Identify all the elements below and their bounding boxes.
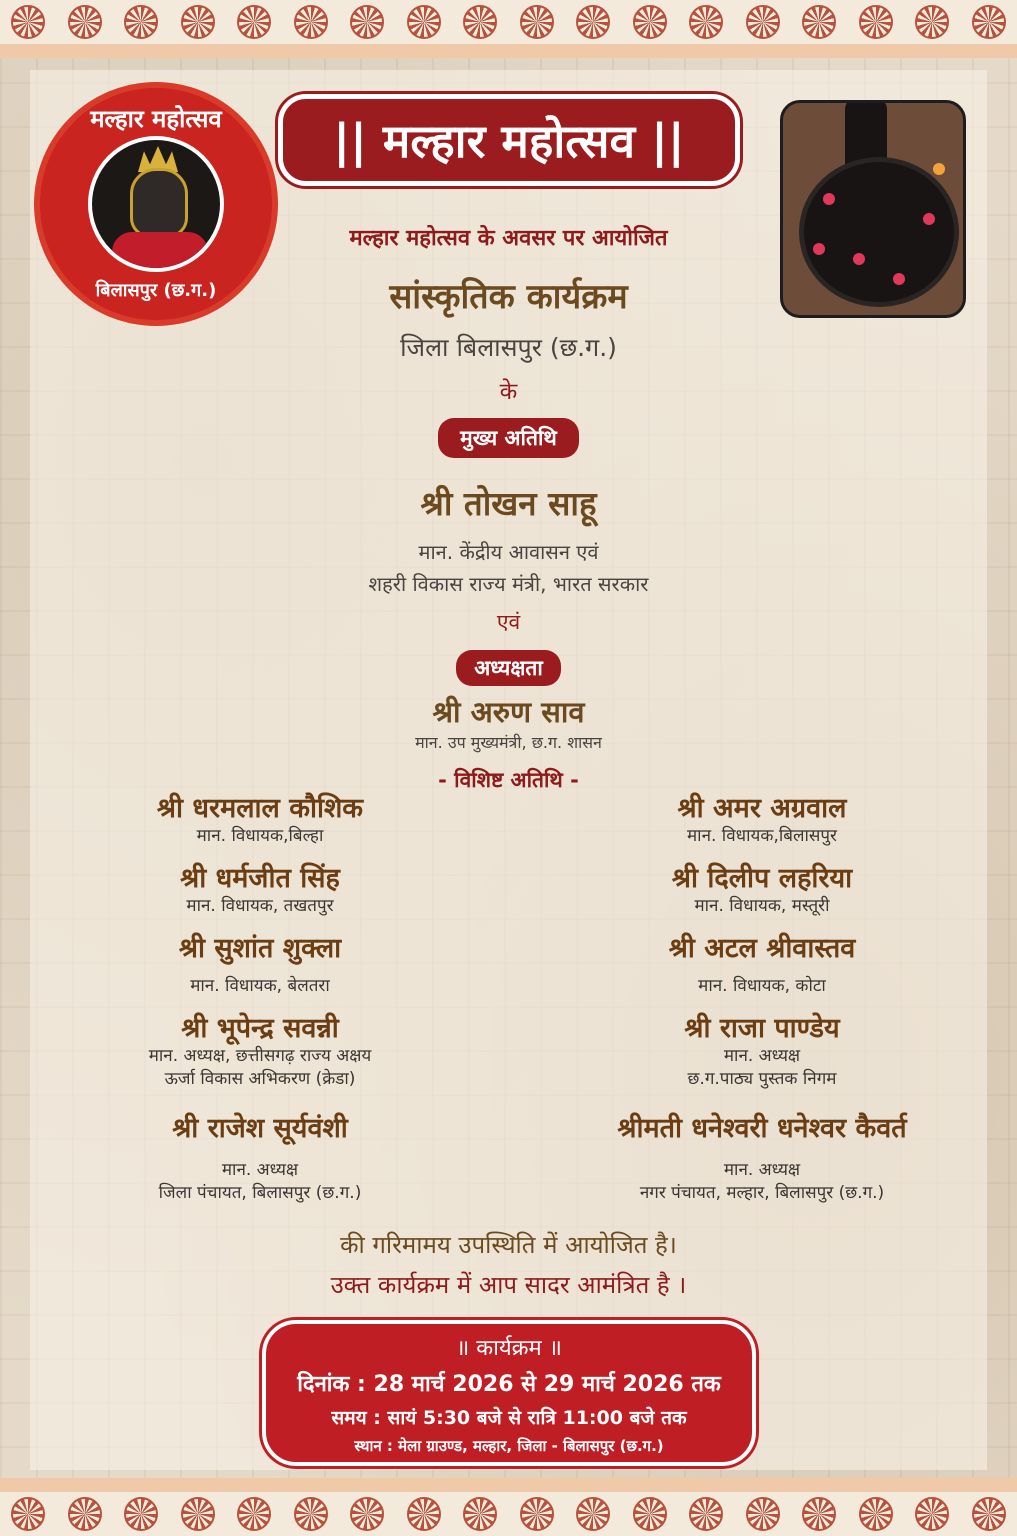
page-title: || मल्हार महोत्सव || (333, 114, 685, 168)
rosette-icon (802, 5, 836, 39)
district-text: जिला बिलासपुर (छ.ग.) (400, 333, 617, 362)
top-decorative-border (0, 0, 1017, 58)
guest-name: श्री अमर अग्रवाल (677, 793, 847, 824)
guest-item (552, 788, 972, 848)
rosette-icon (915, 1497, 949, 1531)
guest-name: श्री धरमलाल कौशिक (156, 793, 364, 824)
rosette-icon (972, 1497, 1006, 1531)
rosette-icon (520, 1497, 554, 1531)
chief-guest-label-wrap (0, 418, 1017, 458)
rosette-icon (294, 5, 328, 39)
guest-item (552, 1108, 972, 1205)
rosette-icon (68, 1497, 102, 1531)
chief-guest-desig-2: शहरी विकास राज्य मंत्री, भारत सरकार (368, 572, 649, 596)
rosette-icon (859, 5, 893, 39)
guest-item (50, 1108, 470, 1205)
guest-item (50, 788, 470, 848)
rosette-icon (350, 5, 384, 39)
closing-line-2: उक्त कार्यक्रम में आप सादर आमंत्रित है । (330, 1271, 687, 1299)
chief-guest-label: मुख्य अतिथि (438, 418, 579, 458)
guest-designation: मान. विधायक, बेलतरा (190, 976, 330, 996)
schedule-box (262, 1320, 756, 1466)
rosette-icon (294, 1497, 328, 1531)
flower-icon (853, 253, 865, 265)
rosette-icon (576, 5, 610, 39)
rosette-icon (181, 5, 215, 39)
rosette-icon (802, 1497, 836, 1531)
rosette-icon (576, 1497, 610, 1531)
guest-name: श्री सुशांत शुक्ला (178, 933, 342, 964)
guest-item (50, 858, 470, 918)
rosette-icon (689, 1497, 723, 1531)
rosette-icon (124, 5, 158, 39)
guest-designation: मान. अध्यक्ष (723, 1160, 801, 1180)
guest-designation: मान. विधायक, तखतपुर (186, 896, 334, 916)
guest-designation: मान. विधायक, मस्तूरी (694, 896, 830, 916)
rosette-icon (407, 5, 441, 39)
guest-item (50, 1008, 470, 1091)
guest-designation: मान. विधायक,बिलासपुर (687, 826, 837, 846)
guest-name: श्री भूपेन्द्र सवन्नी (181, 1013, 339, 1044)
rosette-icon (915, 5, 949, 39)
guest-item (552, 1008, 972, 1091)
guest-designation: छ.ग.पाठ्य पुस्तक निगम (687, 1069, 837, 1089)
presidency-label-wrap (0, 650, 1017, 686)
subtitle: मल्हार महोत्सव के अवसर पर आयोजित (349, 226, 668, 251)
logo-arc-text: मल्हार महोत्सव (90, 105, 222, 133)
rosette-icon (746, 1497, 780, 1531)
schedule-time: समय : सायं 5:30 बजे से रात्रि 11:00 बजे तक (331, 1407, 687, 1429)
guest-designation: मान. अध्यक्ष, छत्तीसगढ़ राज्य अक्षय (148, 1046, 372, 1066)
chief-guest-name: श्री तोखन साहू (420, 484, 597, 523)
rosette-icon (124, 1497, 158, 1531)
rosette-icon (181, 1497, 215, 1531)
chief-guest-desig-1: मान. केंद्रीय आवासन एवं (418, 540, 599, 564)
rosette-icon (237, 5, 271, 39)
special-guests-label: - विशिष्ट अतिथि - (438, 768, 579, 792)
rosette-icon (520, 5, 554, 39)
schedule-venue: स्थान : मेला ग्राउण्ड, मल्हार, जिला - बिलासपुर (छ.ग.) (354, 1437, 664, 1455)
guest-designation: मान. अध्यक्ष (221, 1160, 299, 1180)
rosette-icon (68, 5, 102, 39)
guest-designation: जिला पंचायत, बिलासपुर (छ.ग.) (158, 1183, 362, 1203)
rosette-icon (407, 1497, 441, 1531)
rosette-icon (633, 5, 667, 39)
guest-designation: मान. विधायक, कोटा (698, 976, 826, 996)
rosette-icon (11, 5, 45, 39)
guest-name: श्री राजेश सूर्यवंशी (172, 1113, 348, 1144)
rosette-icon (463, 5, 497, 39)
presidency-desig: मान. उप मुख्यमंत्री, छ.ग. शासन (415, 733, 602, 752)
schedule-heading: ॥ कार्यक्रम ॥ (456, 1336, 562, 1361)
rosette-icon (972, 5, 1006, 39)
guest-name: श्री धर्मजीत सिंह (180, 863, 340, 894)
title-banner (278, 94, 740, 186)
rosette-icon (633, 1497, 667, 1531)
guest-name: श्री दिलीप लहरिया (671, 863, 853, 894)
rosette-icon (237, 1497, 271, 1531)
closing-line-1: की गरिमामय उपस्थिति में आयोजित है। (340, 1231, 677, 1259)
guest-item (552, 858, 972, 918)
flower-icon (933, 163, 945, 175)
presidency-name: श्री अरुण साव (432, 695, 585, 729)
rosette-icon (859, 1497, 893, 1531)
rosette-icon (746, 5, 780, 39)
flower-icon (823, 193, 835, 205)
rosette-icon (350, 1497, 384, 1531)
logo-bottom-text: बिलासपुर (छ.ग.) (95, 280, 217, 301)
rosette-icon (463, 1497, 497, 1531)
guest-name: श्री अटल श्रीवास्तव (668, 933, 856, 964)
guest-designation: मान. अध्यक्ष (723, 1046, 801, 1066)
guest-name: श्री राजा पाण्डेय (684, 1013, 840, 1044)
program-heading: सांस्कृतिक कार्यक्रम (389, 277, 628, 317)
guest-designation: ऊर्जा विकास अभिकरण (क्रेडा) (164, 1069, 356, 1089)
presidency-label: अध्यक्षता (456, 650, 561, 686)
schedule-date: दिनांक : 28 मार्च 2026 से 29 मार्च 2026 तक (297, 1372, 721, 1397)
guest-name: श्रीमती धनेश्वरी धनेश्वर कैवर्त (617, 1113, 907, 1144)
guest-item (552, 928, 972, 998)
guest-item (50, 928, 470, 998)
rosette-icon (689, 5, 723, 39)
bottom-decorative-border (0, 1478, 1017, 1536)
guest-designation: नगर पंचायत, मल्हार, बिलासपुर (छ.ग.) (639, 1183, 885, 1203)
ke-text: के (499, 379, 518, 405)
evam-text: एवं (496, 610, 521, 634)
rosette-icon (11, 1497, 45, 1531)
guest-designation: मान. विधायक,बिल्हा (196, 826, 324, 846)
